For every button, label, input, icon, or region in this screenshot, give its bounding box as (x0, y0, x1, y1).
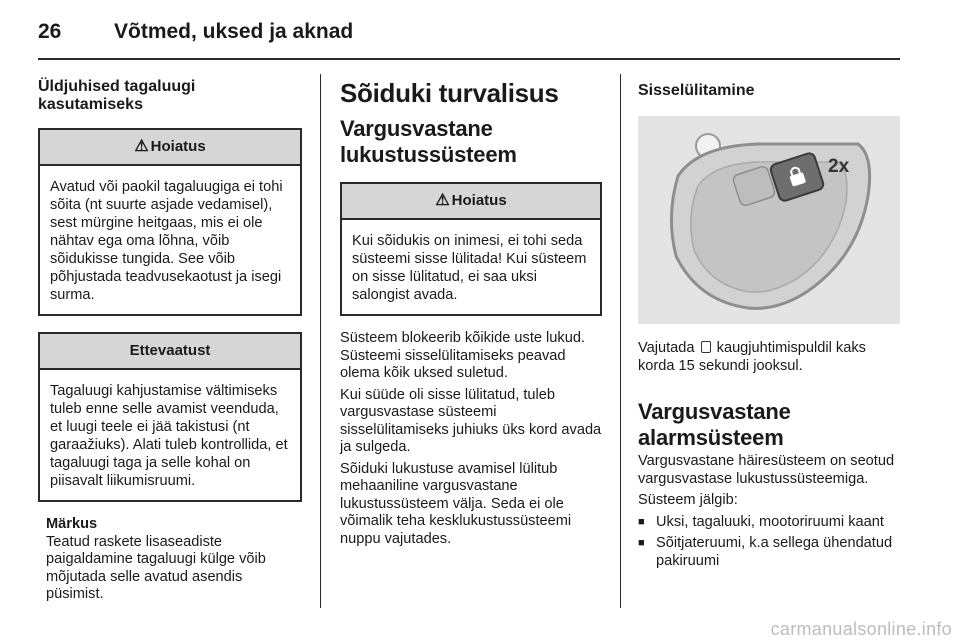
activation-heading: Sisselülitamine (638, 82, 755, 99)
header-rule (38, 58, 900, 60)
subsection-title: Vargusvastane lukustussüsteem (340, 116, 517, 167)
key-fob-illustration (638, 116, 900, 324)
monitored-list (638, 514, 900, 571)
chapter-title: Võtmed, uksed ja aknad (114, 20, 354, 43)
press-count-label: 2x (828, 156, 850, 177)
monitors-label: Süsteem jälgib: (638, 492, 738, 508)
caution-text: Tagaluugi kahjustamise vältimiseks tuleb enne selle avamist veenduda, et luugi teele ei jää takistusi (nt garaažiuks). Alati tuleb kontrollida, et tagaluugi taga ja selle kohal on piisavalt liikumisruumi. (50, 383, 288, 489)
paragraph: Kui süüde oli sisse lülitatud, tuleb vargusvastase süsteemi sisselülitamiseks juhiuks üks kord avada ja sulgeda. (340, 386, 602, 455)
list-item: ■ Sõitjateruumi, k.a sellega ühendatud pakiruumi (638, 535, 893, 569)
note-title: Märkus (46, 516, 98, 532)
warning-box (340, 182, 602, 316)
section-title: Sõiduki turvalisus (340, 78, 559, 108)
bullet-icon: ■ (638, 537, 645, 549)
paragraph: Sõiduki lukustuse avamisel lülitub mehaaniline vargusvastane lukustussüsteem välja. Seda ei ole võimalik teha kesklukustussüsteemi nuppu vajutades. (340, 460, 572, 547)
warning-box (38, 128, 302, 316)
caution-title: Ettevaatust (40, 334, 300, 370)
watermark: carmanualsonline.info (770, 619, 952, 639)
caution-box (38, 332, 302, 502)
note (38, 516, 302, 604)
page-number: 26 (38, 20, 62, 43)
key-fob-figure (638, 116, 900, 324)
activation-text: Vajutada kaugjuhtimispuldil kaks korda 15 sekundi jooksul. (638, 340, 866, 374)
warning-icon: ⚠ (134, 138, 149, 155)
alarm-title: Vargusvastane alarmsüsteem (638, 399, 791, 450)
column-2 (340, 78, 602, 548)
column-1 (38, 78, 302, 604)
lock-icon (701, 341, 711, 353)
page-header (38, 16, 898, 50)
warning-text: Avatud või paokil tagaluugiga ei tohi sõita (nt suurte asjade vedamisel), sest mürgine heitgaas, mis ei ole nähtav ega oma lõhna, võib sõidukisse tungida. See võib põhjustada teadvusekaotust ja isegi surma. (50, 179, 283, 303)
column-3 (638, 78, 900, 574)
list-item: ■ Uksi, tagaluuki, mootoriruumi kaant (638, 513, 884, 530)
alarm-intro: Vargusvastane häiresüsteem on seotud vargusvastase lukustussüsteemiga. (638, 453, 895, 487)
bullet-icon: ■ (638, 515, 645, 528)
paragraph: Süsteem blokeerib kõikide uste lukud. Süsteemi sisselülitamiseks peavad olema kõik uksed suletud. (340, 330, 585, 381)
column-divider (620, 74, 621, 608)
warning-icon: ⚠ (435, 192, 450, 209)
note-text: Teatud raskete lisaseadiste paigaldamine tagaluugi külge võib mõjutada selle avatud asendis püsimist. (46, 533, 266, 602)
warning-text: Kui sõidukis on inimesi, ei tohi seda süsteemi sisse lülitada! Kui süsteem on sisse lülitatud, ei saa uksi salongist avada. (352, 233, 587, 303)
tailgate-heading: Üldjuhised tagaluugi kasutamiseks (38, 78, 196, 113)
warning-title: Hoiatus (150, 138, 206, 155)
column-divider (320, 74, 321, 608)
warning-title: Hoiatus (451, 192, 507, 209)
